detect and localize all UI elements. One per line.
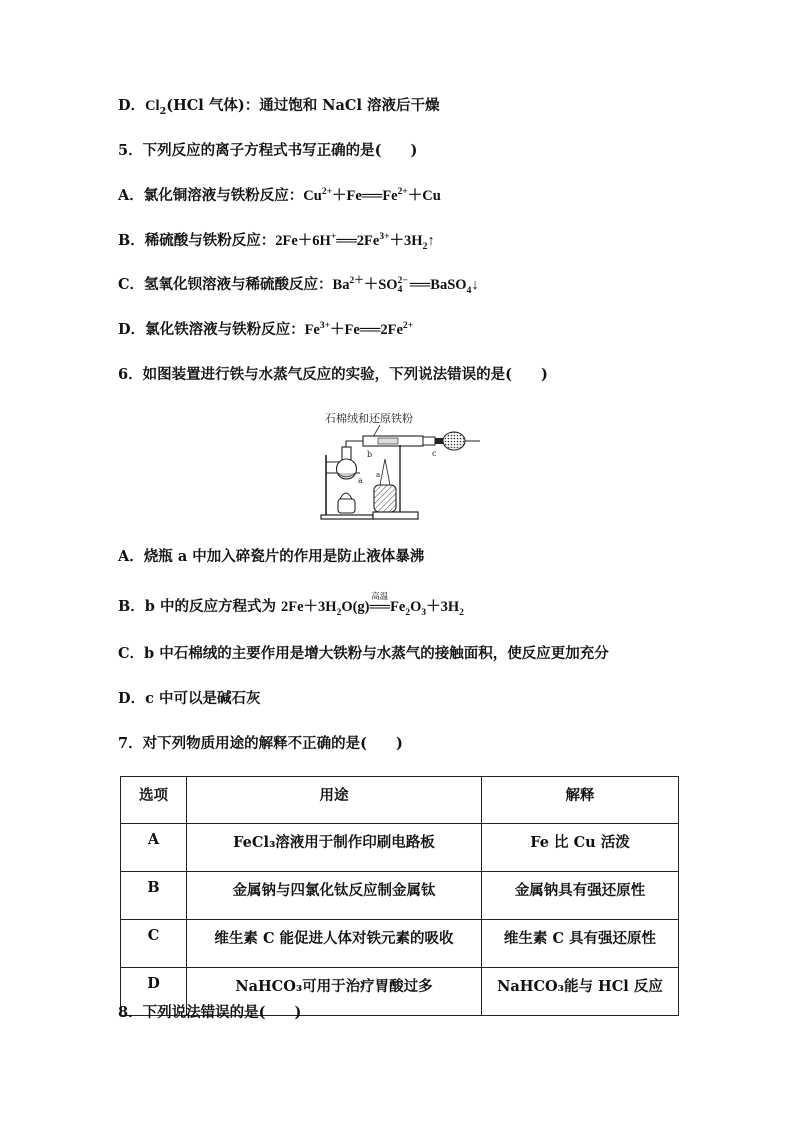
superscript: + [330, 232, 337, 243]
option-label: B． [118, 232, 145, 249]
leader-line [373, 425, 380, 437]
eq-part: Fe [304, 322, 320, 338]
drying-tube-c [443, 432, 465, 450]
subscript: 2 [422, 241, 428, 252]
eq-part: 2Fe＋6H [275, 233, 331, 249]
superscript: 2− [397, 275, 408, 286]
q5-option-b [118, 231, 435, 251]
eq-part: ＋Fe══Fe [331, 188, 398, 204]
condition-label: 高温 [371, 591, 389, 601]
eq-part: 2Fe＋3H [281, 599, 337, 615]
header-cell: 解释 [482, 777, 679, 824]
eq-part: ══BaSO [409, 277, 467, 293]
iron-powder [378, 438, 398, 444]
flame [340, 493, 352, 499]
eq-part: Ba [332, 277, 350, 293]
table-cell: 维生素 C 具有强还原性 [482, 920, 679, 968]
iron-steam-apparatus-figure [318, 407, 484, 525]
equation [332, 275, 479, 296]
burner-label: a [376, 471, 381, 479]
superscript: 3+ [319, 321, 331, 332]
formula: Cl [145, 98, 160, 114]
option-label: D． [118, 97, 146, 114]
eq-part: Cu [303, 188, 322, 204]
figure-caption: 石棉绒和还原铁粉 [325, 412, 413, 425]
subscript: 2 [336, 607, 342, 618]
option-label: C． [118, 645, 145, 662]
high-temp-equals: 高温 ══ [370, 597, 391, 617]
q6-option-d [118, 689, 260, 709]
superscript: 2+ [402, 321, 414, 332]
q6-stem: 6．如图装置进行铁与水蒸气反应的实验，下列说法错误的是( ) [118, 366, 548, 383]
subscript: 4 [397, 284, 403, 295]
option-label: D． [118, 690, 146, 707]
table-cell: NaHCO₃可用于治疗胃酸过多 [187, 968, 482, 1016]
q5-stem: 5．下列反应的离子方程式书写正确的是( ) [118, 142, 418, 159]
alcohol-lamp-2 [374, 485, 396, 512]
q5-option-a [118, 186, 441, 206]
table-row [121, 824, 679, 872]
option-text: 氯化铜溶液与铁粉反应： [143, 187, 304, 204]
stand-base-2 [373, 512, 418, 519]
alcohol-lamp [338, 499, 355, 513]
eq-part: Fe [390, 599, 406, 615]
gas-arrow: ↑ [427, 233, 435, 249]
superscript: 2+ [321, 187, 332, 198]
q6-option-b [118, 591, 464, 618]
flame-2 [380, 459, 390, 485]
equation [303, 188, 441, 204]
table-row [121, 872, 679, 920]
equation [305, 322, 414, 338]
superscript: 2＋ [349, 276, 364, 287]
q8-stem: 8．下列说法错误的是( ) [118, 1004, 302, 1021]
precipitate-arrow: ↓ [471, 277, 479, 293]
eq-part: ＋3H [389, 233, 423, 249]
label-a: a [358, 476, 363, 485]
q5-option-c [118, 275, 479, 295]
subscript: 2 [405, 607, 411, 618]
header-cell: 用途 [187, 777, 482, 824]
stand-base [321, 515, 373, 519]
superscript: 2+ [397, 187, 408, 198]
eq-part: ＋Fe══2Fe [330, 322, 403, 338]
table-header-row [121, 777, 679, 824]
option-text: 氢氧化钡溶液与稀硫酸反应： [144, 276, 333, 293]
option-label: A． [118, 548, 144, 565]
table-cell: 维生素 C 能促进人体对铁元素的吸收 [187, 920, 482, 968]
q6-option-c [118, 644, 609, 664]
q4-option-d [118, 96, 440, 116]
eq-part: O [410, 599, 422, 615]
table-cell: 金属钠具有强还原性 [482, 872, 679, 920]
option-text: c 中可以是碱石灰 [145, 690, 261, 707]
option-label: D． [118, 321, 146, 338]
table-cell: Fe 比 Cu 活泼 [482, 824, 679, 872]
table-cell: B [121, 872, 187, 920]
subscript: 3 [421, 607, 427, 618]
equation [281, 591, 464, 618]
equation [275, 232, 435, 252]
sub-sup-stack [398, 277, 408, 295]
header-cell: 选项 [121, 777, 187, 824]
q7-stem: 7．对下列物质用途的解释不正确的是( ) [118, 735, 403, 752]
option-label: A． [118, 187, 144, 204]
eq-part: ══2Fe [336, 233, 380, 249]
option-label: B． [118, 598, 145, 615]
stopper [435, 438, 443, 444]
option-text: b 中的反应方程式为 [144, 598, 281, 615]
option-text: 烧瓶 a 中加入碎瓷片的作用是防止液体暴沸 [143, 548, 425, 565]
option-label: C． [118, 276, 145, 293]
eq-part: ＋SO [363, 277, 398, 293]
option-text: 氯化铁溶液与铁粉反应： [145, 321, 305, 338]
eq-part: O(g) [341, 599, 370, 615]
eq-part: ＋3H [426, 599, 460, 615]
option-text: b 中石棉绒的主要作用是增大铁粉与水蒸气的接触面积，使反应更加充分 [144, 645, 609, 662]
eq-part: ＋Cu [407, 188, 441, 204]
option-text: 稀硫酸与铁粉反应： [144, 232, 276, 249]
superscript: 3+ [379, 232, 390, 243]
subscript: 4 [466, 285, 472, 296]
label-b: b [367, 450, 373, 459]
table-row [121, 920, 679, 968]
subscript: 2 [159, 105, 167, 117]
connector [423, 437, 435, 445]
table-cell: FeCl₃溶液用于制作印刷电路板 [187, 824, 482, 872]
table-cell: C [121, 920, 187, 968]
table-cell: NaHCO₃能与 HCl 反应 [482, 968, 679, 1016]
subscript: 2 [459, 607, 464, 618]
q6-option-a [118, 547, 424, 567]
q5-option-d [118, 320, 413, 340]
q7-table [120, 776, 679, 1016]
delivery-tube [346, 441, 363, 447]
table-cell: D [121, 968, 187, 1016]
option-text: (HCl 气体)：通过饱和 NaCl 溶液后干燥 [166, 97, 440, 114]
label-c: c [432, 449, 437, 458]
table-cell: 金属钠与四氯化钛反应制金属钛 [187, 872, 482, 920]
table-cell: A [121, 824, 187, 872]
